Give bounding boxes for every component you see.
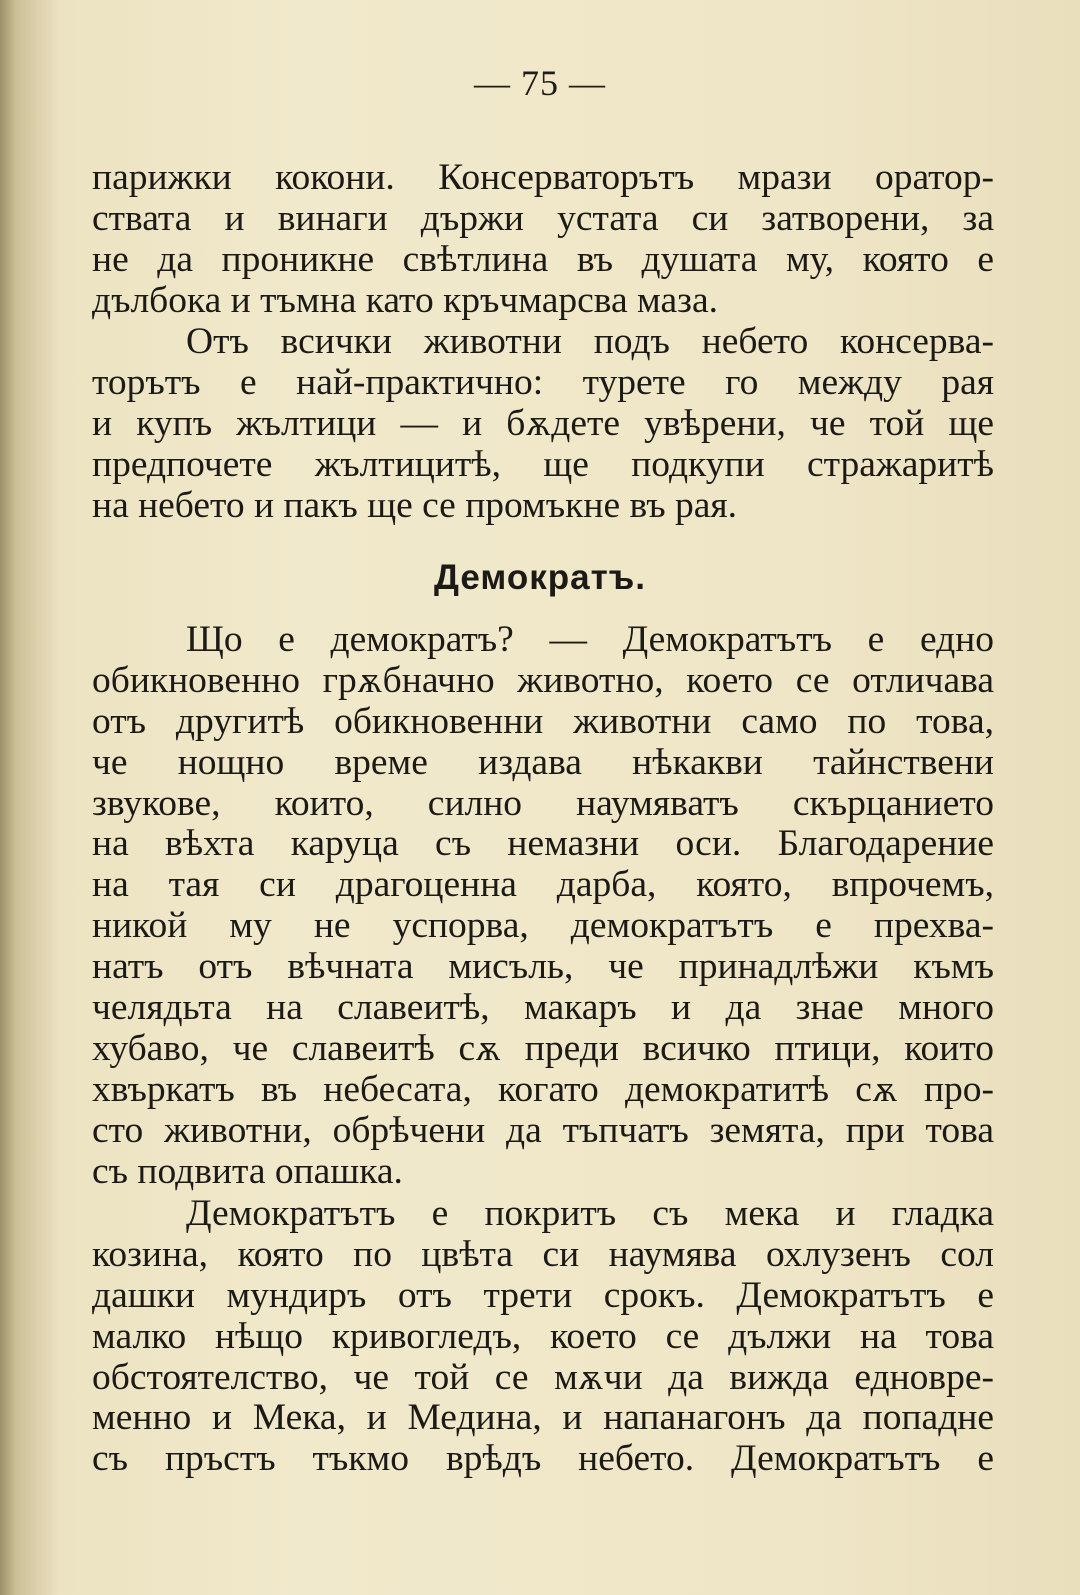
text-line: че нощно време издава нѣкакви тайнствени [92, 742, 994, 783]
text-line: дашки мундиръ отъ трети срокъ. Демократътъ е [92, 1275, 994, 1316]
text-line: на вѣхта каруца съ немазни оси. Благодарение [92, 824, 994, 865]
text-line: дълбока и тъмна като кръчмарсва маза. [92, 280, 718, 321]
text-line: не да проникне свѣтлина въ душата му, която е [92, 239, 994, 280]
text-line: съ пръстъ тъкмо врѣдъ небето. Демократътъ е [92, 1439, 994, 1480]
text-line: Отъ всички животни подъ небето консерва- [186, 322, 994, 362]
text-line: отъ другитѣ обикновенни животни само по това, [92, 701, 994, 742]
text-line: ствата и винаги държи устата си затворени, за [92, 198, 994, 239]
text-line: натъ отъ вѣчната мисъль, че принадлѣжи къмъ [92, 947, 994, 988]
text-line: Демократътъ е покритъ съ мека и гладка [186, 1194, 994, 1234]
text-line: обикновенно грѫбначно животно, което се отличава [92, 660, 994, 701]
text-line: хубаво, че славеитѣ сѫ преди всичко птици, които [92, 1028, 994, 1069]
text-line: Що е демократъ? — Демократътъ е едно [186, 620, 994, 660]
text-line: хвъркатъ въ небесата, когато демократитѣ сѫ про- [92, 1069, 994, 1110]
text-line: и купъ жълтици — и бѫдете увѣрени, че той ще [92, 403, 994, 444]
text-line: челядьта на славеитѣ, макаръ и да знае много [92, 988, 994, 1029]
paragraph-3 [92, 620, 994, 1192]
paragraph-4 [92, 1194, 994, 1480]
paragraph-1 [92, 158, 994, 322]
text-line: предпочете жълтицитѣ, ще подкупи стражаритѣ [92, 444, 994, 485]
text-line: торътъ е най-практично: турете го между рая [92, 362, 994, 403]
text-line: малко нѣщо кривогледъ, което се дължи на това [92, 1316, 994, 1357]
text-line: на тая си драгоценна дарба, която, впрочемъ, [92, 865, 994, 906]
text-line: козина, която по цвѣта си наумява охлузенъ сол [92, 1234, 994, 1275]
text-line: никой му не успорва, демократътъ е прехва- [92, 906, 994, 947]
text-line: менно и Мека, и Медина, и напанагонъ да попадне [92, 1398, 994, 1439]
page-number: — 75 — [474, 63, 606, 103]
text-line: звукове, които, силно наумяватъ скърцанието [92, 783, 994, 824]
text-line: съ подвита опашка. [92, 1151, 403, 1192]
section-heading: Демократъ. [434, 558, 646, 597]
text-line: сто животни, обрѣчени да тъпчатъ земята, при това [92, 1110, 994, 1151]
text-line: обстоятелство, че той се мѫчи да вижда едновре- [92, 1357, 994, 1398]
text-line: на небето и пакъ ще се промъкне въ рая. [92, 485, 738, 526]
paragraph-2 [92, 322, 994, 526]
text-line: парижки кокони. Консерваторътъ мрази оратор- [92, 158, 994, 198]
